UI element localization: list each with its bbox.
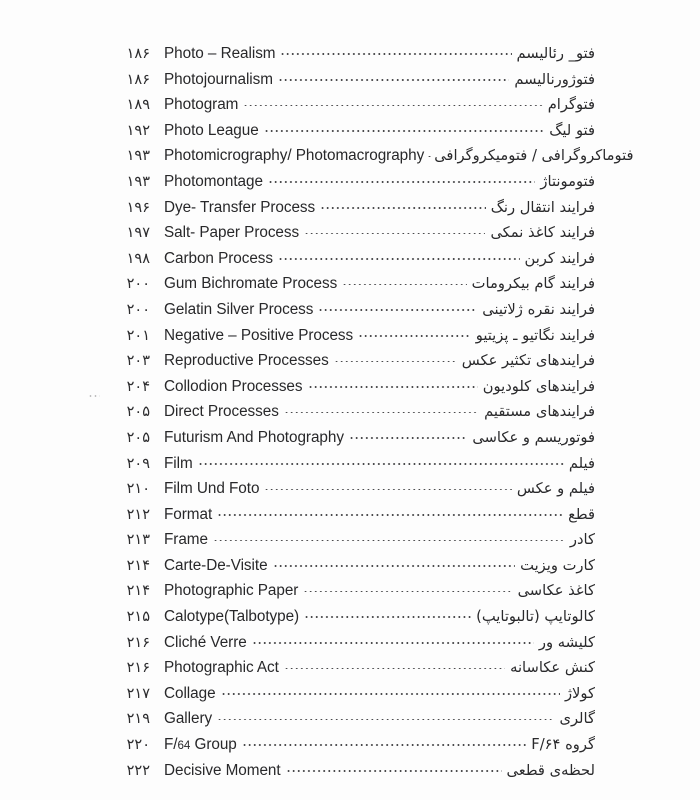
entry-page-number: ۲۱۷ bbox=[126, 685, 150, 702]
entry-term-persian: فرایند نقره ژلاتینی bbox=[482, 300, 595, 318]
entry-term-persian: کولاژ bbox=[564, 684, 595, 702]
dotted-leader bbox=[213, 530, 565, 544]
index-entry-row bbox=[104, 223, 596, 249]
entry-term-english: Photomontage bbox=[164, 172, 263, 190]
scan-artifact-dots bbox=[88, 395, 100, 397]
entry-term-persian: گالری bbox=[559, 710, 595, 728]
dotted-leader bbox=[278, 249, 520, 263]
entry-page-number: ۲۰۴ bbox=[126, 378, 150, 395]
entry-term-persian: فرایندهای تکثیر عکس bbox=[461, 352, 595, 370]
entry-term-english: Gallery bbox=[164, 710, 213, 728]
index-entry-row bbox=[104, 454, 596, 480]
entry-term-persian: کاغذ عکاسی bbox=[517, 582, 595, 600]
entry-term-persian: فوتوریسم و عکاسی bbox=[472, 428, 595, 446]
entry-term-english: Salt- Paper Process bbox=[164, 224, 300, 242]
dotted-leader bbox=[334, 351, 457, 365]
index-entry-row bbox=[104, 198, 596, 224]
entry-term-english: Format bbox=[164, 505, 213, 523]
entry-term-english: Calotype(Talbotype) bbox=[164, 608, 300, 626]
entry-page-number: ۲۰۵ bbox=[126, 429, 150, 446]
dotted-leader bbox=[243, 95, 542, 109]
entry-term-persian: کلیشه ور bbox=[538, 633, 595, 651]
dotted-leader bbox=[308, 377, 478, 391]
entry-page-number: ۱۹۸ bbox=[126, 250, 150, 267]
entry-term-english: Photo – Realism bbox=[164, 45, 276, 62]
dotted-leader bbox=[342, 274, 466, 288]
entry-term-english: Decisive Moment bbox=[164, 761, 281, 779]
dotted-leader bbox=[221, 684, 560, 698]
entry-term-persian: فتوژورنالیسم bbox=[514, 70, 595, 88]
entry-page-number: ۲۲۲ bbox=[126, 762, 150, 779]
dotted-leader bbox=[303, 581, 512, 595]
dotted-leader bbox=[286, 761, 502, 775]
index-entry-row bbox=[104, 249, 596, 275]
entry-page-number: ۱۹۷ bbox=[126, 225, 150, 242]
entry-term-english: Photographic Paper bbox=[164, 582, 299, 600]
entry-term-english-number: 64 bbox=[177, 739, 191, 753]
entry-term-english: Photojournalism bbox=[164, 70, 273, 88]
entry-page-number: ۱۸۶ bbox=[126, 46, 150, 62]
index-entry-row bbox=[104, 402, 596, 428]
entry-term-persian: کنش عکاسانه bbox=[510, 659, 595, 677]
dotted-leader bbox=[304, 223, 485, 237]
index-entry-row bbox=[104, 505, 596, 531]
index-entry-row bbox=[104, 684, 596, 710]
entry-term-persian: قطع bbox=[568, 505, 595, 523]
entry-term-english: Photo League bbox=[164, 121, 259, 139]
entry-term-persian: فیلم و عکس bbox=[516, 480, 595, 498]
entry-term-english: Gum Bichromate Process bbox=[164, 275, 338, 293]
entry-term-english: Photographic Act bbox=[164, 659, 279, 677]
index-entry-row bbox=[104, 326, 596, 352]
entry-page-number: ۲۱۰ bbox=[126, 481, 150, 498]
entry-term-english: Negative – Positive Process bbox=[164, 326, 354, 344]
index-entry-row bbox=[104, 351, 596, 377]
entry-term-persian: لحظه‌ی قطعی bbox=[506, 761, 595, 779]
entry-term-english: Dye- Transfer Process bbox=[164, 198, 316, 216]
index-entry-row bbox=[104, 95, 596, 121]
entry-term-english: Collodion Processes bbox=[164, 377, 303, 395]
entry-page-number: ۱۹۳ bbox=[126, 148, 150, 165]
index-entry-row bbox=[104, 530, 596, 556]
entry-page-number: ۲۰۰ bbox=[126, 301, 150, 318]
entry-term-english: Frame bbox=[164, 531, 208, 549]
dotted-leader bbox=[198, 454, 564, 468]
dotted-leader bbox=[268, 172, 536, 186]
dotted-leader bbox=[318, 300, 477, 314]
index-entry-row bbox=[104, 761, 596, 787]
dotted-leader bbox=[304, 607, 471, 621]
dotted-leader bbox=[280, 44, 511, 58]
entry-page-number: ۲۰۳ bbox=[126, 353, 150, 370]
entry-page-number: ۲۱۴ bbox=[126, 557, 150, 574]
entry-page-number: ۱۹۳ bbox=[126, 173, 150, 190]
index-entry-row bbox=[104, 146, 634, 172]
index-entry-row bbox=[104, 633, 596, 659]
entry-term-english: Direct Processes bbox=[164, 403, 279, 421]
entry-page-number: ۱۸۹ bbox=[126, 97, 150, 114]
index-entry-row bbox=[104, 556, 596, 582]
entry-page-number: ۱۸۶ bbox=[126, 71, 150, 88]
index-entry-row bbox=[104, 44, 596, 70]
entry-page-number: ۲۱۵ bbox=[126, 609, 150, 626]
entry-term-english-prefix: F/ bbox=[164, 736, 178, 754]
dotted-leader bbox=[278, 70, 509, 84]
dotted-leader bbox=[427, 146, 431, 160]
index-entry-row bbox=[104, 121, 596, 147]
entry-term-persian: فتومونتاژ bbox=[540, 172, 595, 190]
index-entry-row bbox=[104, 658, 596, 684]
entry-page-number: ۱۹۲ bbox=[126, 122, 150, 139]
entry-page-number: ۱۹۶ bbox=[126, 199, 150, 216]
dotted-leader bbox=[284, 658, 505, 672]
index-entry-row bbox=[104, 581, 596, 607]
entry-term-persian: کارت ویزیت bbox=[520, 556, 595, 574]
entry-term-english bbox=[152, 736, 237, 754]
index-entry-row bbox=[104, 428, 596, 454]
dotted-leader bbox=[217, 505, 563, 519]
entry-term-persian: کالوتایپ (تالبوتایپ) bbox=[476, 608, 595, 626]
entry-term-persian: فرایند نگاتیو ـ پزیتیو bbox=[475, 326, 595, 344]
index-entry-row bbox=[104, 607, 596, 633]
index-entry-row bbox=[104, 274, 596, 300]
index-entry-row bbox=[104, 479, 596, 505]
dotted-leader bbox=[252, 633, 534, 647]
entry-term-persian: فرایند گام بیکرومات bbox=[471, 275, 595, 293]
dotted-leader bbox=[264, 479, 511, 493]
entry-page-number: ۲۱۲ bbox=[126, 506, 150, 523]
entry-term-english: Photomicrography/ Photomacrography bbox=[164, 147, 425, 165]
dotted-leader bbox=[320, 198, 486, 212]
entry-term-persian: فرایند کاغذ نمکی bbox=[490, 224, 595, 242]
entry-term-persian: کادر bbox=[569, 531, 595, 549]
entry-term-persian: فتوماکروگرافی / فتومیکروگرافی bbox=[434, 147, 634, 165]
dotted-leader bbox=[264, 121, 545, 135]
entry-page-number: ۲۰۹ bbox=[126, 455, 150, 472]
entry-term-persian: فتوگرام bbox=[547, 96, 595, 114]
index-entry-row bbox=[104, 70, 596, 96]
entry-page-number: ۲۱۳ bbox=[126, 532, 150, 549]
entry-term-persian: فتو لیگ bbox=[549, 121, 595, 139]
dotted-leader bbox=[358, 326, 471, 340]
entry-term-english: Carbon Process bbox=[164, 249, 273, 267]
dotted-leader bbox=[242, 735, 526, 749]
entry-page-number: ۲۰۵ bbox=[126, 404, 150, 421]
index-entry-list bbox=[104, 44, 634, 786]
dotted-leader bbox=[217, 709, 554, 723]
entry-term-english-suffix: Group bbox=[190, 736, 237, 754]
index-entry-row bbox=[104, 709, 596, 735]
entry-term-persian: فتو_ رئالیسم bbox=[516, 45, 595, 62]
entry-term-english: Reproductive Processes bbox=[164, 352, 329, 370]
entry-page-number: ۲۰۰ bbox=[126, 276, 150, 293]
index-entry-row bbox=[104, 300, 596, 326]
entry-term-persian: فرایندهای کلودیون bbox=[482, 377, 595, 395]
entry-page-number: ۲۱۶ bbox=[126, 634, 150, 651]
entry-term-persian: فیلم bbox=[568, 454, 595, 472]
entry-term-english: Photogram bbox=[164, 96, 239, 114]
entry-term-persian: فرایند انتقال رنگ bbox=[490, 198, 595, 216]
entry-term-english: Gelatin Silver Process bbox=[164, 300, 314, 318]
entry-page-number: ۲۱۹ bbox=[126, 711, 150, 728]
dotted-leader bbox=[284, 402, 479, 416]
dotted-leader bbox=[273, 556, 516, 570]
entry-term-persian: فرایند کربن bbox=[524, 249, 595, 267]
entry-term-english: Cliché Verre bbox=[164, 633, 247, 651]
entry-page-number: ۲۱۴ bbox=[126, 583, 150, 600]
index-entry-row bbox=[104, 377, 596, 403]
entry-term-english: Futurism And Photography bbox=[164, 428, 344, 446]
entry-page-number: ۲۲۰ bbox=[126, 737, 150, 754]
entry-term-persian: فرایندهای مستقیم bbox=[484, 403, 595, 421]
dotted-leader bbox=[349, 428, 467, 442]
entry-term-english: Film Und Foto bbox=[164, 480, 260, 498]
entry-term-english: Carte-De-Visite bbox=[164, 556, 268, 574]
entry-term-persian: گروه F/۶۴ bbox=[531, 736, 595, 754]
entry-page-number: ۲۱۶ bbox=[126, 660, 150, 677]
index-entry-row bbox=[104, 735, 596, 761]
entry-term-english: Collage bbox=[164, 684, 216, 702]
entry-term-english: Film bbox=[164, 454, 193, 472]
index-entry-row bbox=[104, 172, 596, 198]
entry-page-number: ۲۰۱ bbox=[126, 327, 150, 344]
